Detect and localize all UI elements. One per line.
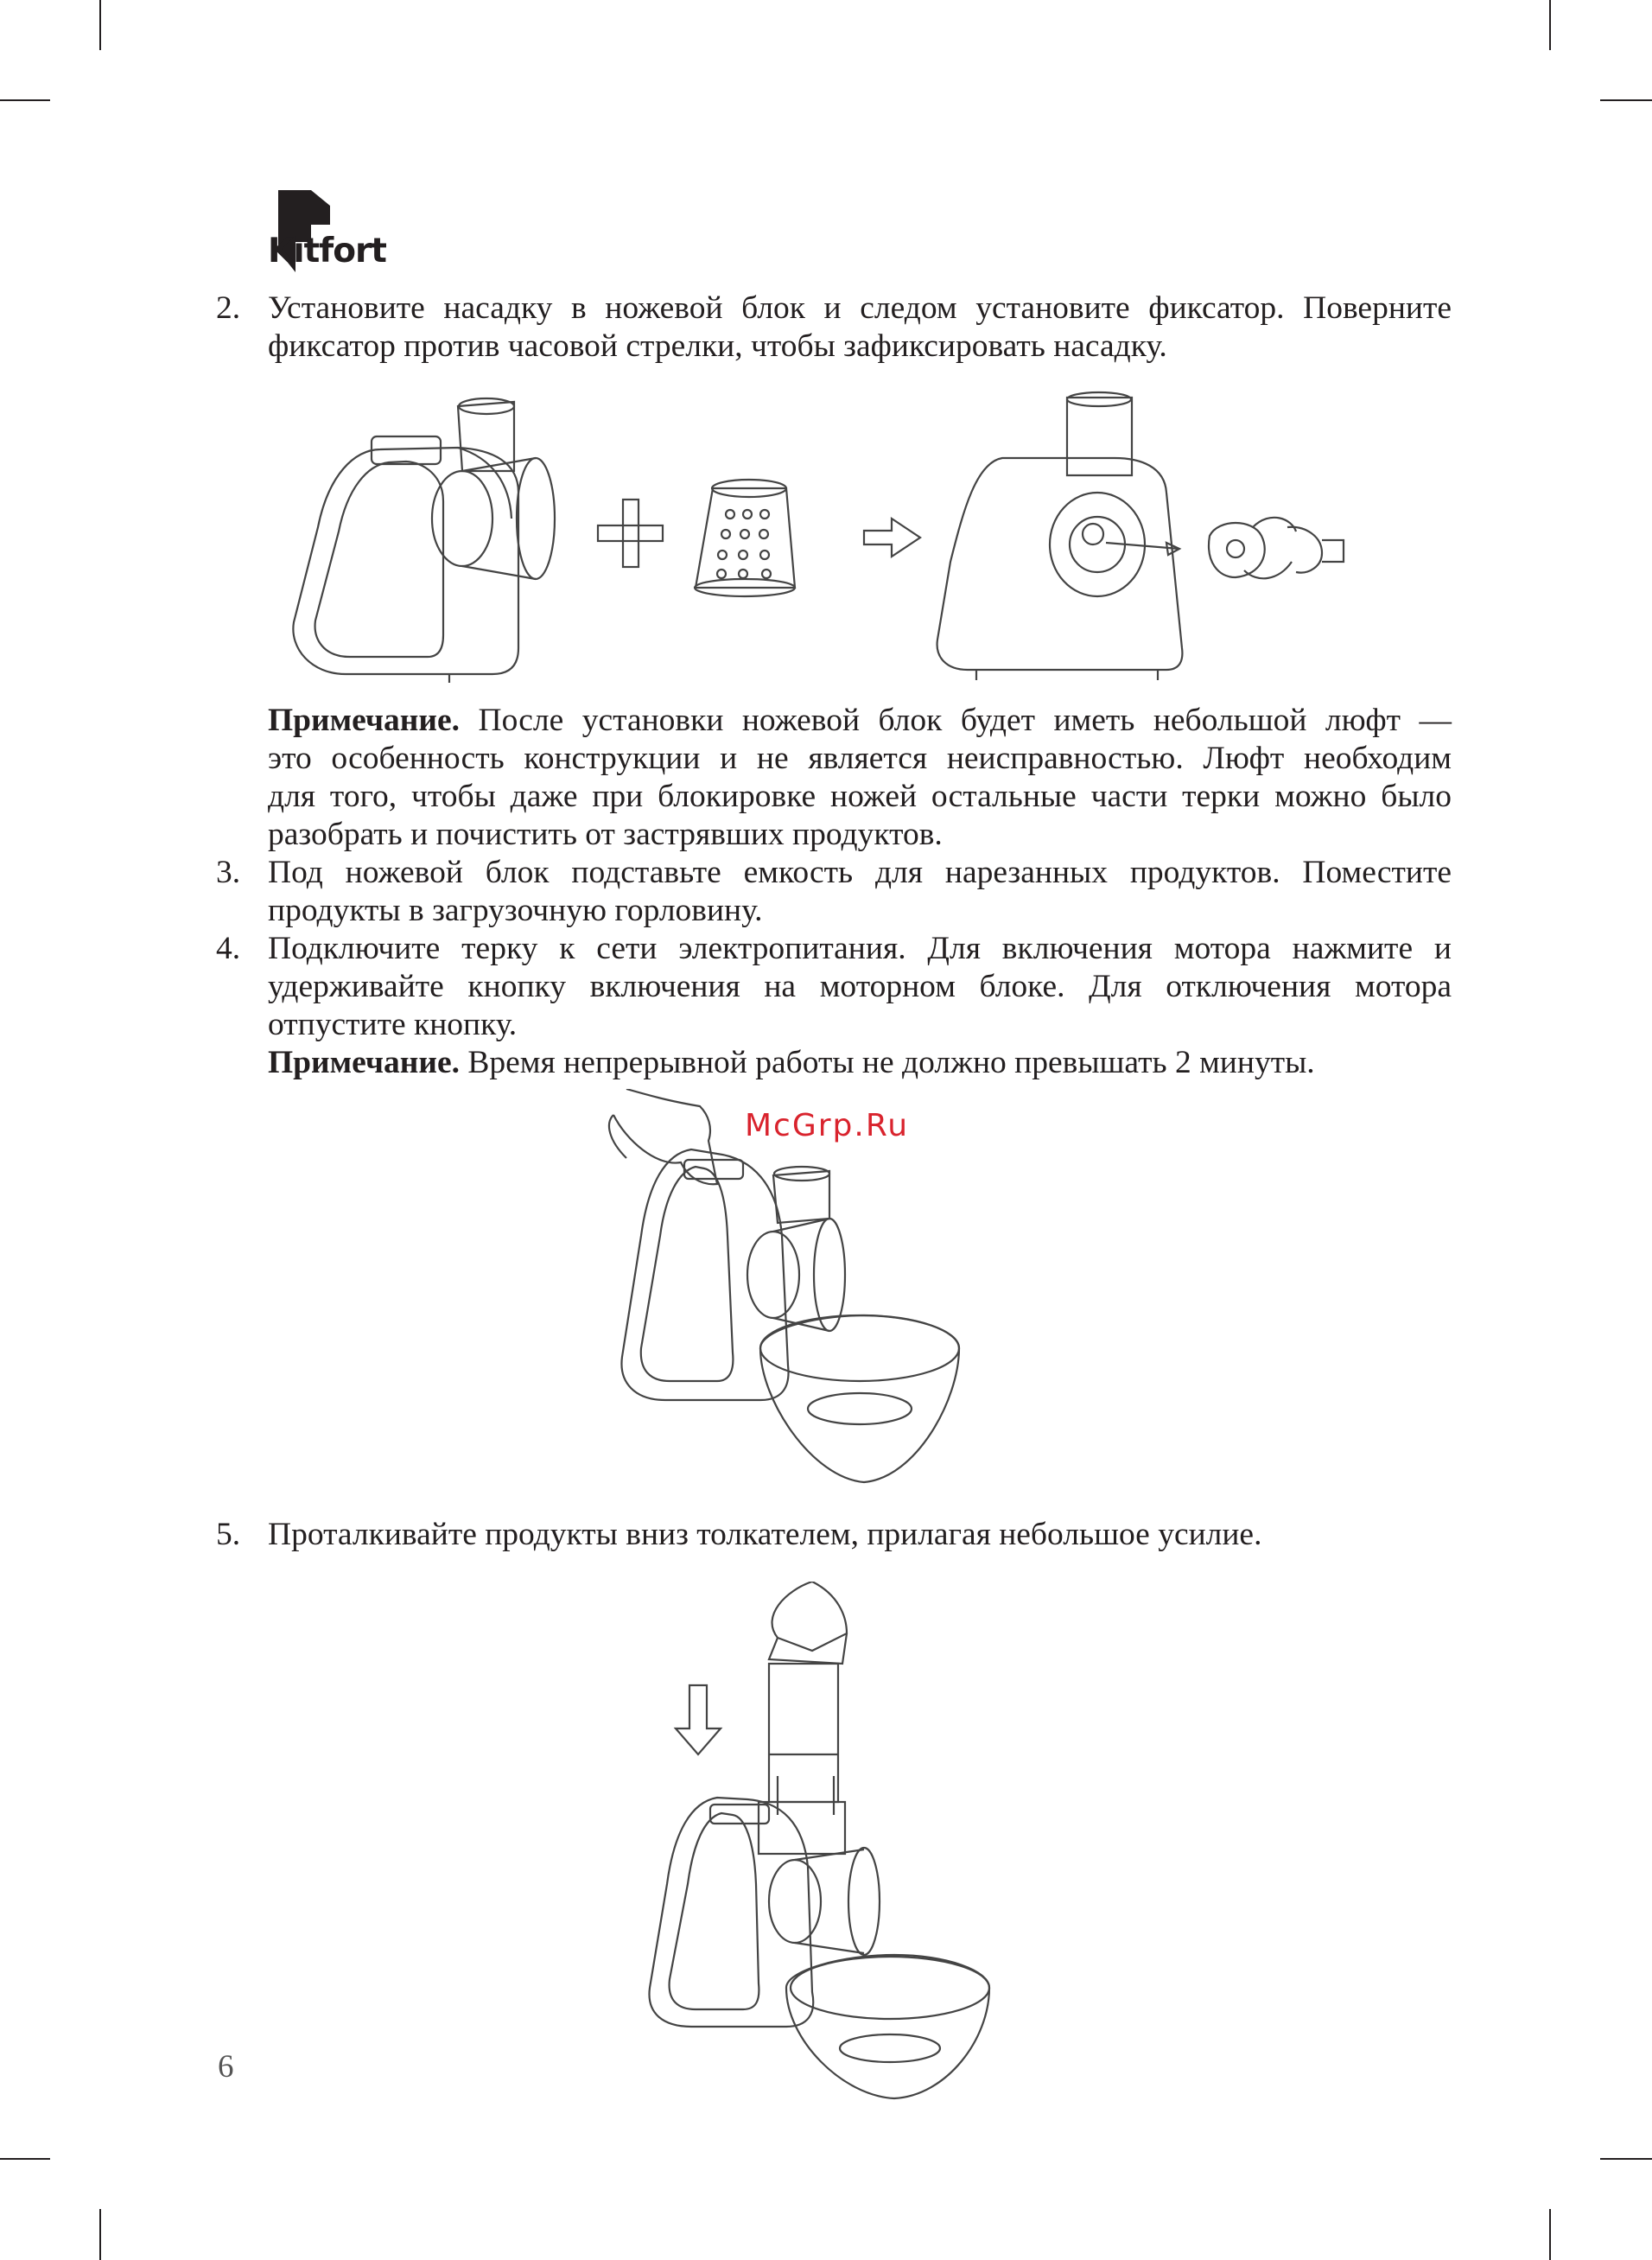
text-line: Установите насадку в ножевой блок и следом установите фиксатор. Поверните — [268, 290, 1452, 326]
crop-mark — [1549, 0, 1551, 50]
grater-body-icon — [293, 398, 555, 683]
text-line: отпустите кнопку. — [268, 1007, 518, 1042]
text-line: это особенность конструкции и не является неисправностью. Люфт необходим — [268, 741, 1452, 776]
brand-name: Kitfort — [268, 232, 386, 271]
assembled-grater-icon — [937, 392, 1344, 680]
crop-mark — [1549, 2209, 1551, 2260]
text-line — [268, 702, 1452, 740]
note-paragraph — [216, 702, 1452, 854]
list-item — [216, 290, 1452, 366]
arrow-down-icon — [676, 1685, 721, 1754]
assembly-illustration — [276, 389, 1434, 683]
text-line: удерживайте кнопку включения на моторном блоке. Для отключения мотора — [268, 969, 1452, 1004]
pusher-illustration — [639, 1582, 1002, 2100]
drum-attachment-icon — [695, 480, 795, 596]
crop-mark — [99, 0, 101, 50]
crop-mark — [1600, 99, 1652, 101]
plus-icon — [598, 500, 663, 567]
crop-mark — [0, 99, 50, 101]
text-line: разобрать и почистить от застрявших продуктов. — [268, 817, 943, 852]
text-line: Подключите терку к сети электропитания. Для включения мотора нажмите и — [268, 931, 1452, 966]
arrow-right-icon — [864, 519, 920, 557]
list-number: 3. — [216, 855, 241, 890]
watermark: McGrp.Ru — [745, 1108, 910, 1143]
note-text: После установки ножевой блок будет иметь небольшой люфт — — [478, 703, 1452, 738]
list-item — [216, 930, 1452, 1082]
text-line: Под ножевой блок подставьте емкость для нарезанных продуктов. Поместите — [268, 855, 1452, 890]
note-label: Примечание. — [268, 703, 461, 738]
page-number: 6 — [218, 2049, 234, 2085]
text-line: фиксатор против часовой стрелки, чтобы зафиксировать насадку. — [268, 328, 1167, 364]
crop-mark — [0, 2158, 50, 2160]
list-number: 4. — [216, 931, 241, 966]
text-line: Проталкивайте продукты вниз толкателем, прилагая небольшое усилие. — [268, 1517, 1262, 1552]
list-item — [216, 854, 1452, 930]
text-line — [268, 1044, 1452, 1082]
list-number: 2. — [216, 290, 241, 326]
list-item — [216, 1516, 1452, 1554]
crop-mark — [99, 2209, 101, 2260]
note-text: Время непрерывной работы не должно превышать 2 минуты. — [467, 1045, 1315, 1080]
note-label: Примечание. — [268, 1045, 461, 1080]
text-line: продукты в загрузочную горловину. — [268, 893, 763, 928]
list-number: 5. — [216, 1517, 241, 1552]
text-line: для того, чтобы даже при блокировке ножей остальные части терки можно было — [268, 779, 1452, 814]
press-button-illustration — [588, 1089, 968, 1495]
crop-mark — [1600, 2158, 1652, 2160]
